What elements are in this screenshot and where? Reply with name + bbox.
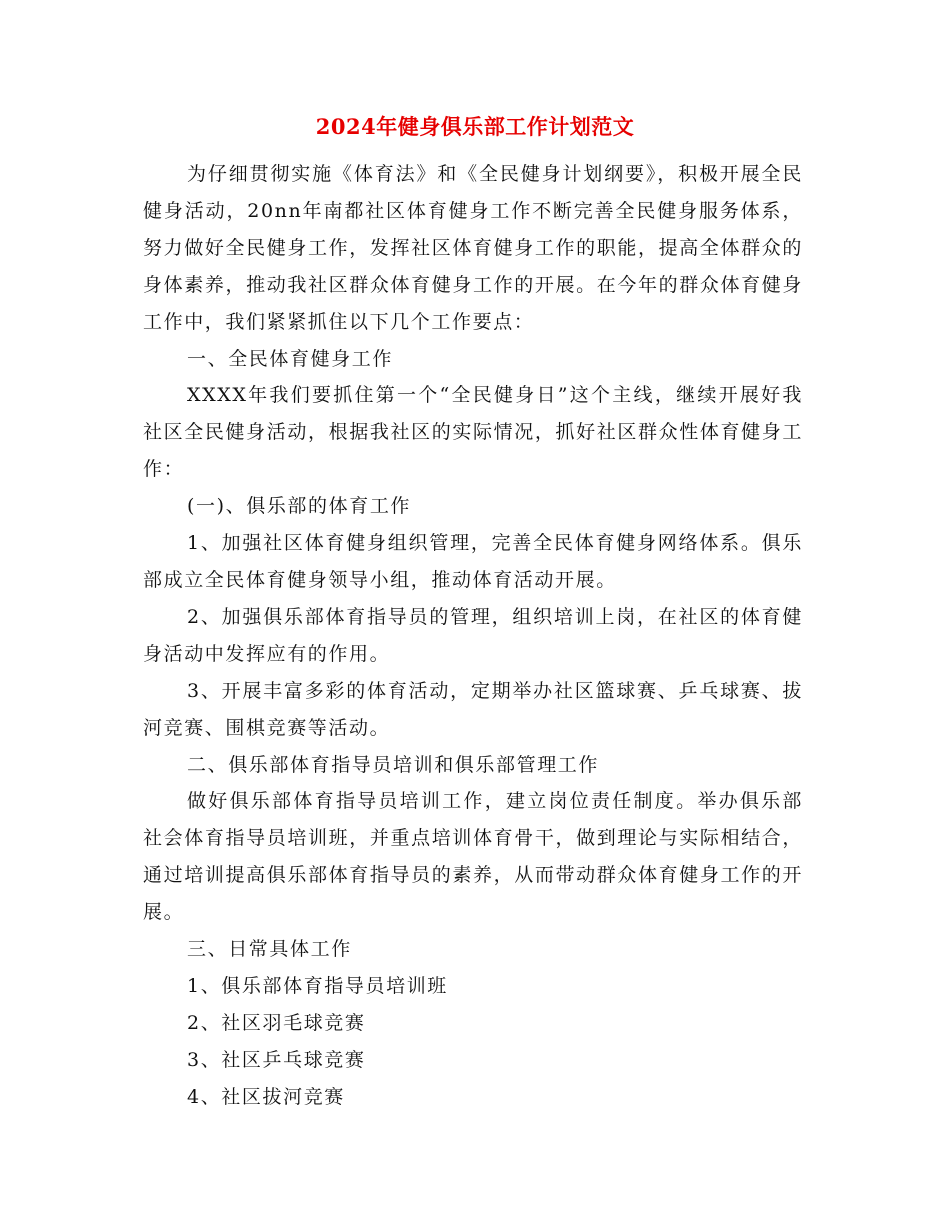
list-item: 4、社区拔河竞赛 bbox=[187, 1085, 345, 1108]
paragraph-section-2: 做好俱乐部体育指导员培训工作，建立岗位责任制度。举办俱乐部社会体育指导员培训班，并重点培训体育骨干，做到理论与实际相结合，通过培训提高俱乐部体育指导员的素养，从而带动群众体育健身工作的开展。 bbox=[143, 790, 803, 924]
paragraph-section-1: XXXX年我们要抓住第一个“全民健身日”这个主线，继续开展好我社区全民健身活动，根据我社区的实际情况，抓好社区群众性体育健身工作： bbox=[143, 384, 803, 481]
list-item: 2、加强俱乐部体育指导员的管理，组织培训上岗，在社区的体育健身活动中发挥应有的作用。 bbox=[143, 605, 803, 665]
section-heading-2: 二、俱乐部体育指导员培训和俱乐部管理工作 bbox=[187, 753, 600, 776]
section-heading-1: 一、全民体育健身工作 bbox=[187, 347, 394, 370]
list-item: 1、俱乐部体育指导员培训班 bbox=[187, 974, 448, 997]
list-item: 2、社区羽毛球竞赛 bbox=[187, 1011, 366, 1034]
paragraph-intro: 为仔细贯彻实施《体育法》和《全民健身计划纲要》，积极开展全民健身活动，20nn年南都社区体育健身工作不断完善全民健身服务体系，努力做好全民健身工作，发挥社区体育健身工作的职能，提高全体群众的身体素养，推动我社区群众体育健身工作的开展。在今年的群众体育健身工作中，我们紧紧抓住以下几个工作要点： bbox=[143, 163, 803, 333]
list-item: 1、加强社区体育健身组织管理，完善全民体育健身网络体系。俱乐部成立全民体育健身领导小组，推动体育活动开展。 bbox=[143, 532, 803, 591]
document-body bbox=[143, 156, 803, 1116]
list-item: 3、社区乒乓球竞赛 bbox=[187, 1048, 366, 1071]
list-item: 3、开展丰富多彩的体育活动，定期举办社区篮球赛、乒乓球赛、拔河竞赛、围棋竞赛等活动。 bbox=[143, 679, 803, 739]
subsection-heading-1: (一)、俱乐部的体育工作 bbox=[187, 495, 412, 518]
document-title: 2024年健身俱乐部工作计划范文 bbox=[315, 114, 635, 139]
section-heading-3: 三、日常具体工作 bbox=[187, 938, 352, 961]
